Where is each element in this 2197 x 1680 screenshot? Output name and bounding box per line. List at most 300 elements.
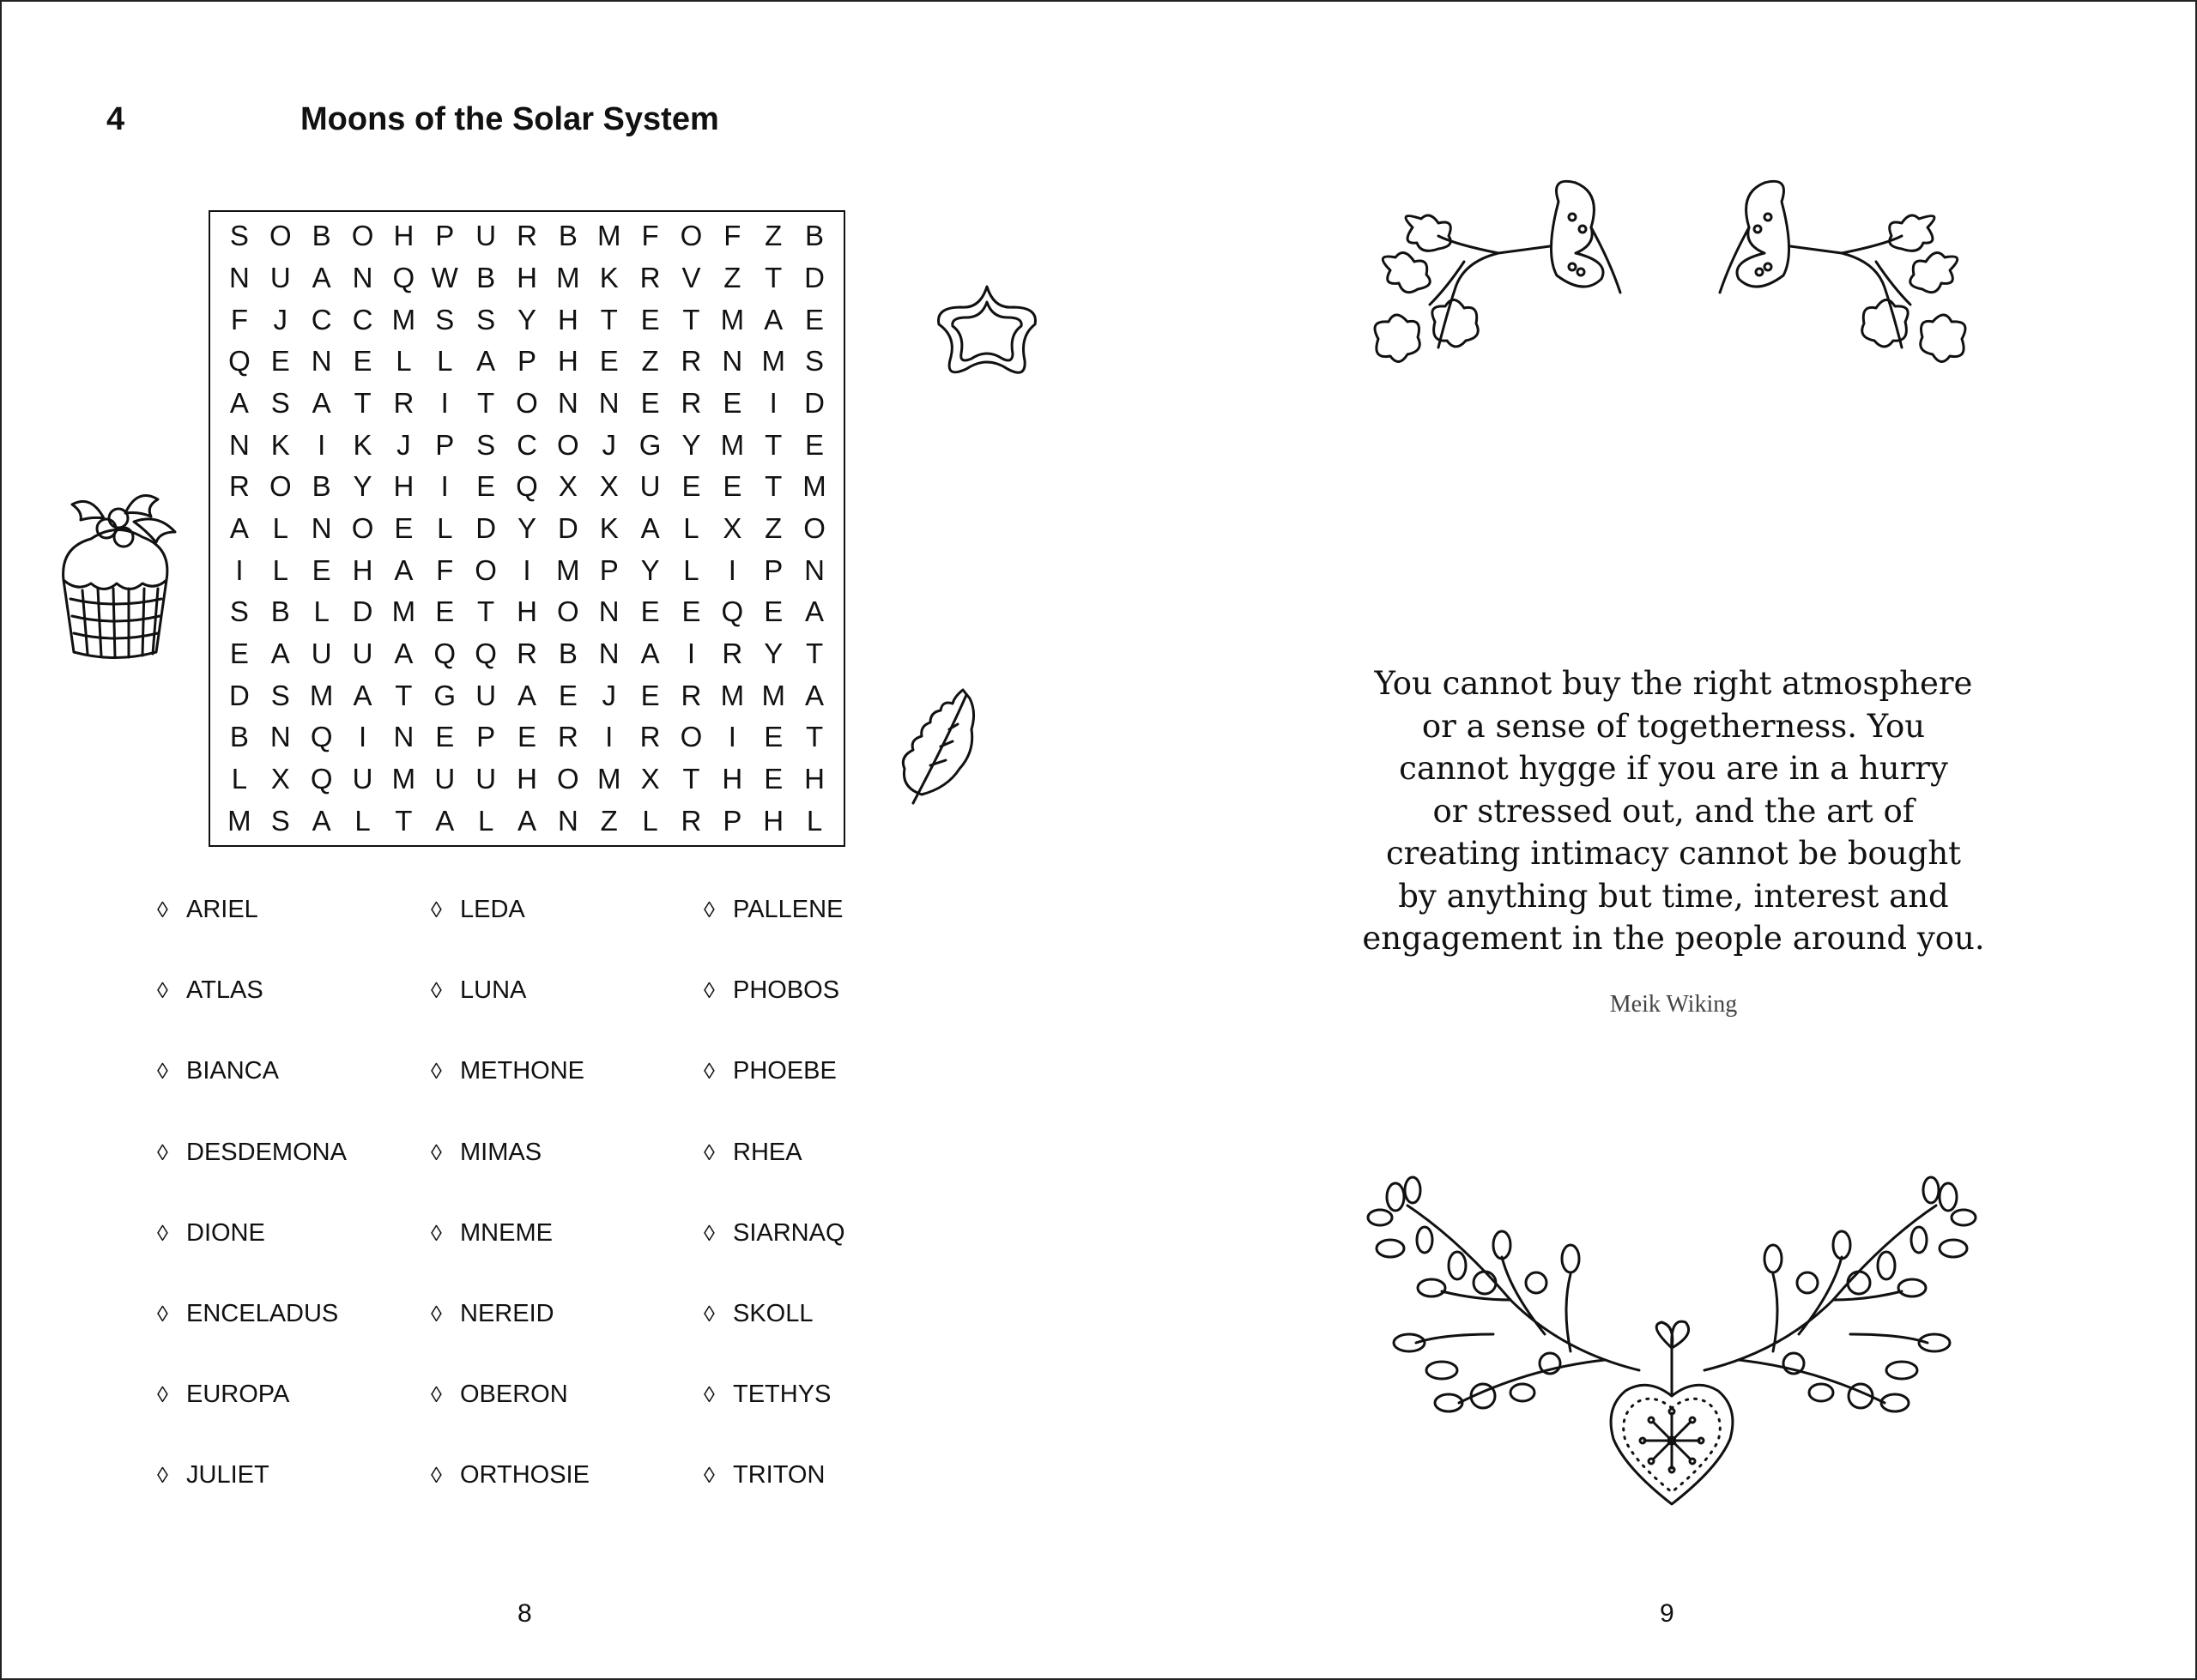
grid-letter[interactable]: Z	[641, 345, 659, 378]
word-list-item	[157, 1219, 265, 1248]
grid-letter[interactable]: C	[311, 303, 332, 335]
grid-letter[interactable]: T	[765, 261, 783, 293]
grid-letter[interactable]: U	[475, 220, 497, 252]
grid-letter[interactable]: Z	[600, 804, 618, 837]
grid-letter[interactable]: M	[720, 428, 745, 461]
grid-letter[interactable]: N	[722, 345, 743, 378]
grid-letter[interactable]: O	[680, 721, 703, 753]
grid-letter[interactable]: H	[517, 762, 537, 795]
grid-letter[interactable]: R	[557, 721, 578, 753]
grid-letter[interactable]: M	[761, 345, 785, 378]
grid-letter[interactable]: D	[804, 386, 825, 419]
grid-letter[interactable]: E	[723, 470, 742, 503]
grid-letter[interactable]: E	[435, 595, 455, 628]
diamond-bullet-icon: ◊	[704, 1219, 715, 1246]
word-list-item	[704, 1139, 802, 1167]
grid-letter[interactable]: C	[352, 303, 373, 335]
grid-letter[interactable]: S	[805, 345, 825, 378]
word-label: OBERON	[460, 1381, 568, 1409]
quote-line: You cannot buy the right atmosphere	[1374, 665, 1973, 702]
grid-letter[interactable]: T	[805, 721, 824, 753]
grid-letter[interactable]: A	[270, 637, 290, 669]
grid-letter[interactable]: R	[722, 637, 743, 669]
diamond-bullet-icon: ◊	[431, 1301, 442, 1326]
grid-letter[interactable]: P	[476, 721, 496, 753]
grid-letter[interactable]: H	[352, 553, 373, 586]
grid-letter[interactable]: E	[640, 386, 660, 419]
grid-letter[interactable]: E	[764, 721, 784, 753]
grid-letter[interactable]: O	[351, 511, 374, 544]
word-list-item	[157, 1139, 347, 1167]
grid-letter[interactable]: A	[640, 511, 660, 544]
word-label: ENCELADUS	[186, 1300, 339, 1327]
word-label: RHEA	[733, 1138, 802, 1166]
grid-letter[interactable]: R	[681, 345, 702, 378]
grid-letter[interactable]: I	[358, 721, 367, 753]
grid-letter[interactable]: Q	[475, 637, 497, 669]
grid-letter[interactable]: M	[720, 303, 745, 335]
grid-letter[interactable]: R	[517, 220, 537, 252]
grid-letter[interactable]: L	[477, 804, 494, 837]
word-list-item	[704, 896, 843, 924]
berry-heart-ornament-icon	[1356, 1171, 1988, 1514]
grid-letter[interactable]: N	[352, 261, 373, 293]
grid-letter[interactable]: P	[435, 428, 455, 461]
grid-letter[interactable]: I	[769, 386, 778, 419]
grid-letter[interactable]: T	[395, 679, 413, 711]
grid-letter[interactable]: U	[475, 679, 497, 711]
grid-letter[interactable]: E	[394, 511, 414, 544]
grid-letter[interactable]: T	[805, 637, 824, 669]
diamond-bullet-icon: ◊	[157, 1381, 168, 1408]
grid-letter[interactable]: Y	[640, 553, 660, 586]
word-list-item	[431, 896, 525, 924]
grid-letter[interactable]: R	[681, 804, 702, 837]
grid-letter[interactable]: B	[558, 637, 578, 669]
grid-letter[interactable]: A	[517, 679, 536, 711]
grid-letter[interactable]: A	[312, 386, 331, 419]
grid-letter[interactable]: A	[394, 637, 414, 669]
grid-letter[interactable]: Z	[723, 261, 741, 293]
grid-letter[interactable]: N	[393, 721, 415, 753]
grid-letter[interactable]: I	[318, 428, 326, 461]
grid-letter[interactable]: N	[229, 261, 250, 293]
grid-letter[interactable]: O	[269, 470, 292, 503]
word-list-item	[157, 1381, 289, 1409]
grid-letter[interactable]: H	[722, 762, 743, 795]
grid-letter[interactable]: J	[273, 303, 288, 335]
diamond-bullet-icon: ◊	[431, 897, 442, 922]
word-label: SKOLL	[733, 1300, 814, 1327]
word-list-item	[704, 1381, 831, 1409]
word-label: NEREID	[460, 1300, 554, 1327]
grid-letter[interactable]: D	[352, 595, 373, 628]
grid-letter[interactable]: Q	[310, 762, 333, 795]
grid-letter[interactable]: I	[687, 637, 696, 669]
grid-letter[interactable]: I	[440, 386, 449, 419]
grid-letter[interactable]: T	[765, 470, 783, 503]
grid-letter[interactable]: E	[558, 679, 578, 711]
word-label: MNEME	[460, 1218, 553, 1247]
grid-letter[interactable]: S	[476, 303, 496, 335]
grid-letter[interactable]: L	[354, 804, 371, 837]
grid-letter[interactable]: Y	[517, 303, 536, 335]
grid-letter[interactable]: A	[517, 804, 536, 837]
cupcake-icon	[57, 487, 177, 663]
grid-letter[interactable]: N	[598, 386, 620, 419]
grid-letter[interactable]: E	[640, 303, 660, 335]
word-label: JULIET	[186, 1461, 269, 1490]
grid-letter[interactable]: E	[805, 303, 825, 335]
grid-letter[interactable]: N	[229, 428, 250, 461]
grid-letter[interactable]: S	[229, 595, 249, 628]
grid-letter[interactable]: Z	[765, 511, 783, 544]
grid-letter[interactable]: A	[353, 679, 372, 711]
grid-letter[interactable]: N	[269, 721, 291, 753]
grid-letter[interactable]: H	[763, 804, 784, 837]
diamond-bullet-icon: ◊	[704, 1381, 715, 1408]
grid-letter[interactable]: L	[272, 511, 288, 544]
grid-letter[interactable]: Y	[353, 470, 372, 503]
grid-letter[interactable]: U	[434, 762, 456, 795]
grid-letter[interactable]: L	[642, 804, 658, 837]
grid-letter[interactable]: T	[477, 595, 495, 628]
grid-letter[interactable]: N	[311, 511, 332, 544]
puzzle-title: Moons of the Solar System	[300, 101, 719, 137]
grid-letter[interactable]: E	[270, 345, 290, 378]
diamond-bullet-icon: ◊	[157, 1301, 168, 1326]
grid-letter[interactable]: B	[229, 721, 249, 753]
word-label: EUROPA	[186, 1381, 290, 1409]
quote-line: or stressed out, and the art of	[1432, 792, 1915, 830]
grid-letter[interactable]: M	[391, 762, 416, 795]
grid-letter[interactable]: R	[639, 721, 661, 753]
grid-letter[interactable]: M	[391, 303, 416, 335]
grid-letter[interactable]: H	[517, 261, 537, 293]
grid-letter[interactable]: E	[723, 386, 742, 419]
grid-letter[interactable]: I	[605, 721, 614, 753]
diamond-bullet-icon: ◊	[157, 1462, 168, 1489]
word-label: TETHYS	[733, 1381, 832, 1409]
diamond-bullet-icon: ◊	[157, 1219, 168, 1246]
grid-letter[interactable]: A	[476, 345, 496, 378]
grid-letter[interactable]: O	[351, 220, 374, 252]
grid-letter[interactable]: J	[396, 428, 411, 461]
grid-letter[interactable]: I	[728, 721, 736, 753]
grid-letter[interactable]: I	[440, 470, 449, 503]
grid-letter[interactable]: L	[313, 595, 330, 628]
word-label: ATLAS	[186, 976, 263, 1005]
grid-letter[interactable]: E	[229, 637, 249, 669]
grid-letter[interactable]: T	[682, 762, 700, 795]
grid-letter[interactable]: A	[229, 511, 249, 544]
diamond-bullet-icon: ◊	[431, 1139, 442, 1165]
grid-letter[interactable]: D	[557, 511, 578, 544]
grid-letter[interactable]: M	[556, 261, 580, 293]
grid-letter[interactable]: S	[270, 679, 290, 711]
grid-letter[interactable]: A	[394, 553, 414, 586]
grid-letter[interactable]: B	[558, 220, 578, 252]
grid-letter[interactable]: Q	[433, 637, 457, 669]
grid-letter[interactable]: R	[393, 386, 415, 419]
grid-letter[interactable]: D	[804, 261, 825, 293]
grid-letter[interactable]: F	[641, 220, 659, 252]
grid-letter[interactable]: L	[683, 553, 699, 586]
grid-letter[interactable]: A	[805, 679, 825, 711]
grid-letter[interactable]: H	[557, 345, 578, 378]
grid-letter[interactable]: O	[516, 386, 538, 419]
grid-letter[interactable]: L	[683, 511, 699, 544]
grid-letter[interactable]: M	[391, 595, 416, 628]
grid-letter[interactable]: M	[596, 220, 621, 252]
grid-letter[interactable]: H	[804, 762, 825, 795]
grid-letter[interactable]: U	[639, 470, 661, 503]
grid-letter[interactable]: E	[764, 595, 784, 628]
grid-letter[interactable]: N	[598, 595, 620, 628]
grid-letter[interactable]: E	[312, 553, 331, 586]
grid-letter[interactable]: C	[517, 428, 537, 461]
grid-letter[interactable]: R	[681, 386, 702, 419]
grid-letter[interactable]: E	[805, 428, 825, 461]
grid-letter[interactable]: W	[431, 261, 458, 293]
grid-letter[interactable]: P	[517, 345, 536, 378]
word-label: SIARNAQ	[733, 1218, 845, 1247]
star-icon	[934, 283, 1040, 383]
grid-letter[interactable]: S	[435, 303, 455, 335]
grid-letter[interactable]: O	[557, 595, 579, 628]
grid-letter[interactable]: O	[475, 553, 497, 586]
word-list-item	[704, 976, 839, 1005]
grid-letter[interactable]: J	[602, 428, 616, 461]
grid-letter[interactable]: F	[230, 303, 249, 335]
grid-letter[interactable]: K	[599, 261, 619, 293]
grid-letter[interactable]: X	[599, 470, 619, 503]
grid-letter[interactable]: D	[229, 679, 250, 711]
grid-letter[interactable]: E	[640, 595, 660, 628]
grid-letter[interactable]: P	[599, 553, 619, 586]
grid-letter[interactable]: E	[476, 470, 496, 503]
grid-letter[interactable]: N	[598, 637, 620, 669]
diamond-bullet-icon: ◊	[157, 897, 168, 922]
diamond-bullet-icon: ◊	[704, 1058, 715, 1085]
grid-letter[interactable]: T	[477, 386, 495, 419]
grid-letter[interactable]: B	[312, 470, 331, 503]
grid-letter[interactable]: A	[229, 386, 249, 419]
grid-letter[interactable]: P	[435, 220, 455, 252]
grid-letter[interactable]: L	[396, 345, 412, 378]
grid-letter[interactable]: O	[803, 511, 826, 544]
grid-letter[interactable]: V	[681, 261, 701, 293]
grid-letter[interactable]: Y	[764, 637, 784, 669]
grid-letter[interactable]: N	[557, 804, 578, 837]
grid-letter[interactable]: Q	[392, 261, 415, 293]
diamond-bullet-icon: ◊	[704, 1462, 715, 1489]
grid-letter[interactable]: U	[311, 637, 332, 669]
grid-letter[interactable]: H	[557, 303, 578, 335]
grid-letter[interactable]: E	[764, 762, 784, 795]
word-list-item	[431, 1300, 554, 1328]
diamond-bullet-icon: ◊	[704, 1301, 715, 1326]
grid-letter[interactable]: F	[723, 220, 741, 252]
grid-letter[interactable]: Q	[516, 470, 538, 503]
word-label: ARIEL	[186, 896, 258, 923]
word-list-item	[431, 1381, 568, 1409]
word-label: ORTHOSIE	[460, 1461, 590, 1490]
grid-letter[interactable]: P	[764, 553, 784, 586]
diamond-bullet-icon: ◊	[157, 1139, 168, 1165]
grid-letter[interactable]: A	[312, 261, 331, 293]
grid-letter[interactable]: O	[557, 428, 579, 461]
grid-letter[interactable]: I	[728, 553, 736, 586]
word-list-item	[704, 1300, 814, 1328]
grid-letter[interactable]: K	[353, 428, 372, 461]
grid-letter[interactable]: B	[476, 261, 496, 293]
word-list-item	[157, 1057, 279, 1085]
grid-letter[interactable]: Z	[765, 220, 783, 252]
diamond-bullet-icon: ◊	[157, 977, 168, 1004]
grid-letter[interactable]: K	[270, 428, 290, 461]
grid-letter[interactable]: G	[639, 428, 662, 461]
word-list-item	[157, 976, 263, 1005]
grid-letter[interactable]: R	[229, 470, 250, 503]
grid-letter[interactable]: M	[761, 679, 785, 711]
grid-letter[interactable]: K	[599, 511, 619, 544]
quote-text	[1313, 662, 2034, 960]
diamond-bullet-icon: ◊	[431, 977, 442, 1004]
grid-letter[interactable]: R	[639, 261, 661, 293]
word-label: PALLENE	[733, 896, 844, 923]
word-label: TRITON	[733, 1461, 826, 1490]
grid-letter[interactable]: U	[269, 261, 291, 293]
grid-letter[interactable]: N	[311, 345, 332, 378]
floral-butterfly-icon	[1370, 176, 1970, 382]
diamond-bullet-icon: ◊	[431, 1462, 442, 1489]
grid-letter[interactable]: B	[270, 595, 290, 628]
grid-letter[interactable]: J	[602, 679, 616, 711]
grid-letter[interactable]: F	[436, 553, 454, 586]
grid-letter[interactable]: I	[523, 553, 531, 586]
grid-letter[interactable]: A	[312, 804, 331, 837]
grid-letter[interactable]: B	[312, 220, 331, 252]
grid-letter[interactable]: A	[764, 303, 784, 335]
grid-letter[interactable]: S	[270, 804, 290, 837]
grid-letter[interactable]: X	[558, 470, 578, 503]
grid-letter[interactable]: E	[681, 470, 701, 503]
grid-letter[interactable]: S	[476, 428, 496, 461]
grid-letter[interactable]: M	[802, 470, 826, 503]
diamond-bullet-icon: ◊	[704, 977, 715, 1004]
word-label: DESDEMONA	[186, 1138, 347, 1166]
word-list-item	[431, 1219, 553, 1248]
grid-letter[interactable]: E	[681, 595, 701, 628]
grid-letter[interactable]: A	[435, 804, 455, 837]
word-list-item	[157, 1461, 269, 1490]
grid-letter[interactable]: R	[517, 637, 537, 669]
grid-letter[interactable]: H	[393, 220, 415, 252]
grid-letter[interactable]: A	[640, 637, 660, 669]
grid-letter[interactable]: M	[227, 804, 251, 837]
grid-letter[interactable]: L	[231, 762, 248, 795]
grid-letter[interactable]: Y	[681, 428, 701, 461]
grid-letter[interactable]: O	[680, 220, 703, 252]
puzzle-number: 4	[106, 101, 125, 137]
grid-letter[interactable]: T	[354, 386, 372, 419]
grid-letter[interactable]: E	[517, 721, 536, 753]
quote-line: creating intimacy cannot be bought	[1385, 835, 1962, 872]
diamond-bullet-icon: ◊	[704, 897, 715, 922]
quote-line: engagement in the people around you.	[1362, 920, 1985, 957]
quote-line: or a sense of togetherness. You	[1421, 707, 1926, 745]
grid-letter[interactable]: N	[557, 386, 578, 419]
grid-letter[interactable]: T	[765, 428, 783, 461]
grid-letter[interactable]: H	[393, 470, 415, 503]
grid-letter[interactable]: Q	[310, 721, 333, 753]
grid-letter[interactable]: T	[682, 303, 700, 335]
grid-letter[interactable]: S	[270, 386, 290, 419]
grid-letter[interactable]: M	[309, 679, 334, 711]
grid-letter[interactable]: Q	[721, 595, 744, 628]
grid-letter[interactable]: L	[272, 553, 288, 586]
page-number-right: 9	[1660, 1599, 1674, 1628]
grid-letter[interactable]: N	[804, 553, 825, 586]
grid-letter[interactable]: M	[596, 762, 621, 795]
grid-letter[interactable]: L	[437, 345, 453, 378]
grid-letter[interactable]: O	[557, 762, 579, 795]
page-number-left: 8	[517, 1599, 532, 1628]
grid-letter[interactable]: E	[640, 679, 660, 711]
grid-letter[interactable]: P	[723, 804, 742, 837]
word-list-item	[431, 1057, 584, 1085]
word-search-grid[interactable]	[209, 210, 845, 847]
grid-letter[interactable]: X	[640, 762, 660, 795]
grid-letter[interactable]: Y	[517, 511, 536, 544]
grid-letter[interactable]: U	[475, 762, 497, 795]
grid-letter[interactable]: M	[556, 553, 580, 586]
diamond-bullet-icon: ◊	[431, 1381, 442, 1408]
grid-letter[interactable]: A	[805, 595, 825, 628]
grid-letter[interactable]: L	[806, 804, 823, 837]
grid-letter[interactable]: T	[395, 804, 413, 837]
word-list-item	[431, 1139, 542, 1167]
grid-letter[interactable]: I	[235, 553, 244, 586]
grid-letter[interactable]: S	[229, 220, 249, 252]
holly-leaf-icon	[896, 686, 982, 807]
grid-letter[interactable]: R	[681, 679, 702, 711]
grid-letter[interactable]: G	[433, 679, 457, 711]
grid-letter[interactable]: E	[599, 345, 619, 378]
grid-letter[interactable]: X	[723, 511, 742, 544]
grid-letter[interactable]: E	[435, 721, 455, 753]
grid-letter[interactable]: E	[353, 345, 372, 378]
grid-letter[interactable]: X	[270, 762, 290, 795]
word-list-item	[704, 1219, 845, 1248]
grid-letter[interactable]: B	[805, 220, 825, 252]
grid-letter[interactable]: Q	[228, 345, 251, 378]
grid-letter[interactable]: O	[269, 220, 292, 252]
word-label: BIANCA	[186, 1057, 279, 1085]
grid-letter[interactable]: U	[352, 637, 373, 669]
diamond-bullet-icon: ◊	[704, 1139, 715, 1165]
grid-letter[interactable]: T	[600, 303, 618, 335]
grid-letter[interactable]: L	[437, 511, 453, 544]
grid-letter[interactable]: U	[352, 762, 373, 795]
word-list-item	[704, 1057, 837, 1085]
grid-letter[interactable]: D	[475, 511, 497, 544]
word-list-item	[704, 1461, 825, 1490]
grid-letter[interactable]: H	[517, 595, 537, 628]
grid-letter[interactable]: M	[720, 679, 745, 711]
diamond-bullet-icon: ◊	[431, 1058, 442, 1085]
